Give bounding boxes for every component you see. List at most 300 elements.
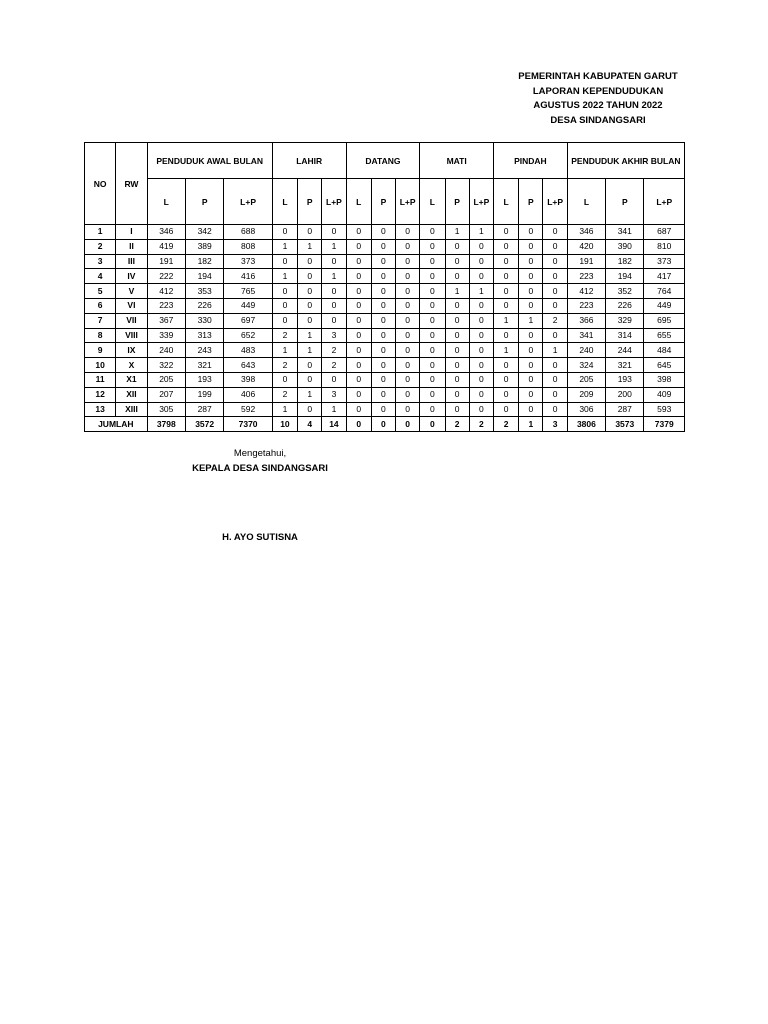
table-row (85, 328, 685, 343)
table-cell: 0 (445, 269, 469, 284)
signatory-name: H. AYO SUTISNA (222, 532, 298, 543)
table-cell: 0 (494, 239, 519, 254)
row-rw: VI (116, 298, 147, 313)
table-cell: 0 (346, 358, 371, 373)
subheader-cell: L+P (322, 179, 346, 225)
table-cell: 0 (445, 343, 469, 358)
table-cell: 645 (644, 358, 685, 373)
table-cell: 389 (185, 239, 223, 254)
table-cell: 449 (224, 298, 272, 313)
table-cell: 0 (371, 343, 395, 358)
table-cell: 0 (322, 284, 346, 299)
table-cell: 398 (224, 372, 272, 387)
table-cell: 0 (396, 372, 420, 387)
subheader-cell: P (606, 179, 644, 225)
table-cell: 0 (494, 284, 519, 299)
table-cell: 0 (371, 313, 395, 328)
row-rw: III (116, 254, 147, 269)
table-cell: 697 (224, 313, 272, 328)
acknowledged-label: Mengetahui, (233, 448, 287, 459)
table-cell: 765 (224, 284, 272, 299)
table-cell: 0 (346, 225, 371, 240)
table-cell: 592 (224, 402, 272, 417)
table-cell: 0 (494, 269, 519, 284)
table-cell: 0 (346, 269, 371, 284)
table-row (85, 402, 685, 417)
table-cell: 0 (519, 239, 543, 254)
table-cell: 0 (322, 225, 346, 240)
table-cell: 0 (420, 372, 445, 387)
table-cell: 406 (224, 387, 272, 402)
table-cell: 0 (543, 387, 567, 402)
table-cell: 0 (420, 343, 445, 358)
table-cell: 0 (346, 328, 371, 343)
table-cell: 0 (322, 298, 346, 313)
signatory-title: KEPALA DESA SINDANGSARI (192, 463, 328, 474)
total-cell: 3806 (567, 417, 605, 432)
table-cell: 0 (445, 387, 469, 402)
row-number: 8 (85, 328, 116, 343)
table-cell: 243 (185, 343, 223, 358)
total-label: JUMLAH (85, 417, 148, 432)
table-cell: 1 (298, 343, 322, 358)
table-cell: 0 (371, 225, 395, 240)
table-cell: 0 (445, 328, 469, 343)
subheader-cell: P (185, 179, 223, 225)
table-cell: 0 (494, 402, 519, 417)
table-cell: 306 (567, 402, 605, 417)
table-cell: 0 (543, 225, 567, 240)
subheader-row (85, 179, 685, 225)
table-cell: 0 (371, 387, 395, 402)
table-cell: 0 (298, 372, 322, 387)
header-village: DESA SINDANGSARI (550, 114, 646, 126)
table-body (85, 225, 685, 432)
total-cell: 2 (469, 417, 493, 432)
table-cell: 200 (606, 387, 644, 402)
row-rw: XII (116, 387, 147, 402)
table-cell: 0 (396, 402, 420, 417)
table-cell: 0 (346, 239, 371, 254)
table-cell: 0 (346, 372, 371, 387)
table-cell: 1 (445, 225, 469, 240)
table-cell: 339 (147, 328, 185, 343)
table-cell: 0 (371, 358, 395, 373)
table-cell: 417 (644, 269, 685, 284)
header-period: AGUSTUS 2022 TAHUN 2022 (533, 100, 663, 111)
row-rw: X (116, 358, 147, 373)
row-rw: VII (116, 313, 147, 328)
table-cell: 0 (519, 358, 543, 373)
row-number: 12 (85, 387, 116, 402)
table-cell: 0 (420, 225, 445, 240)
table-cell: 0 (494, 298, 519, 313)
table-cell: 0 (371, 372, 395, 387)
table-cell: 0 (469, 372, 493, 387)
table-cell: 0 (371, 239, 395, 254)
row-number: 13 (85, 402, 116, 417)
table-cell: 1 (322, 402, 346, 417)
table-cell: 0 (445, 254, 469, 269)
table-cell: 0 (469, 298, 493, 313)
table-cell: 484 (644, 343, 685, 358)
header-government: PEMERINTAH KABUPATEN GARUT (518, 71, 678, 82)
table-cell: 0 (519, 269, 543, 284)
table-cell: 346 (567, 225, 605, 240)
table-cell: 321 (185, 358, 223, 373)
table-cell: 0 (396, 358, 420, 373)
table-cell: 240 (567, 343, 605, 358)
table-cell: 0 (298, 298, 322, 313)
table-cell: 2 (322, 343, 346, 358)
table-cell: 0 (396, 225, 420, 240)
table-cell: 0 (322, 254, 346, 269)
table-cell: 0 (396, 269, 420, 284)
total-cell: 2 (494, 417, 519, 432)
table-cell: 330 (185, 313, 223, 328)
table-cell: 287 (606, 402, 644, 417)
table-cell: 0 (420, 313, 445, 328)
table-cell: 0 (396, 239, 420, 254)
subheader-cell: L (567, 179, 605, 225)
table-cell: 0 (298, 313, 322, 328)
table-cell: 0 (396, 387, 420, 402)
table-cell: 0 (469, 239, 493, 254)
total-cell: 0 (420, 417, 445, 432)
table-cell: 1 (298, 239, 322, 254)
table-cell: 0 (298, 254, 322, 269)
table-cell: 0 (543, 402, 567, 417)
total-cell: 3572 (185, 417, 223, 432)
table-cell: 193 (185, 372, 223, 387)
table-cell: 0 (469, 313, 493, 328)
signature-block (180, 446, 340, 476)
table-cell: 223 (567, 298, 605, 313)
table-cell: 209 (567, 387, 605, 402)
table-cell: 419 (147, 239, 185, 254)
total-cell: 3798 (147, 417, 185, 432)
table-cell: 314 (606, 328, 644, 343)
table-row (85, 387, 685, 402)
table-cell: 0 (272, 372, 297, 387)
table-cell: 0 (445, 358, 469, 373)
table-cell: 416 (224, 269, 272, 284)
table-cell: 205 (567, 372, 605, 387)
row-number: 1 (85, 225, 116, 240)
table-cell: 324 (567, 358, 605, 373)
table-cell: 0 (494, 358, 519, 373)
total-cell: 4 (298, 417, 322, 432)
table-cell: 373 (644, 254, 685, 269)
table-cell: 0 (469, 328, 493, 343)
subheader-cell: P (298, 179, 322, 225)
group-lahir: LAHIR (272, 143, 346, 179)
table-cell: 0 (298, 284, 322, 299)
row-rw: XIII (116, 402, 147, 417)
table-cell: 329 (606, 313, 644, 328)
table-row (85, 239, 685, 254)
table-cell: 0 (469, 343, 493, 358)
table-cell: 207 (147, 387, 185, 402)
table-row (85, 225, 685, 240)
total-cell: 0 (371, 417, 395, 432)
table-cell: 643 (224, 358, 272, 373)
table-cell: 0 (543, 358, 567, 373)
row-rw: X1 (116, 372, 147, 387)
table-cell: 352 (606, 284, 644, 299)
table-cell: 0 (298, 358, 322, 373)
table-cell: 353 (185, 284, 223, 299)
subheader-cell: L+P (469, 179, 493, 225)
subheader-cell: P (519, 179, 543, 225)
row-number: 10 (85, 358, 116, 373)
table-cell: 0 (519, 387, 543, 402)
table-cell: 0 (469, 254, 493, 269)
table-cell: 367 (147, 313, 185, 328)
table-cell: 1 (298, 387, 322, 402)
table-cell: 0 (494, 328, 519, 343)
table-cell: 305 (147, 402, 185, 417)
table-cell: 483 (224, 343, 272, 358)
population-table (84, 142, 685, 432)
table-row (85, 313, 685, 328)
table-row (85, 254, 685, 269)
table-cell: 0 (371, 269, 395, 284)
row-rw: IX (116, 343, 147, 358)
table-cell: 341 (606, 225, 644, 240)
total-cell: 7370 (224, 417, 272, 432)
row-rw: V (116, 284, 147, 299)
table-cell: 182 (606, 254, 644, 269)
table-cell: 182 (185, 254, 223, 269)
subheader-cell: L (147, 179, 185, 225)
table-cell: 0 (371, 254, 395, 269)
group-datang: DATANG (346, 143, 420, 179)
table-cell: 1 (469, 225, 493, 240)
table-cell: 0 (371, 328, 395, 343)
table-cell: 1 (322, 239, 346, 254)
table-cell: 0 (272, 298, 297, 313)
table-cell: 0 (322, 313, 346, 328)
header-report-title: LAPORAN KEPENDUDUKAN (532, 85, 664, 97)
table-cell: 1 (298, 328, 322, 343)
table-cell: 0 (445, 402, 469, 417)
table-cell: 0 (543, 372, 567, 387)
table-cell: 1 (469, 284, 493, 299)
table-cell: 0 (420, 328, 445, 343)
table-cell: 1 (519, 313, 543, 328)
table-cell: 0 (494, 254, 519, 269)
table-cell: 412 (147, 284, 185, 299)
table-cell: 2 (272, 387, 297, 402)
table-cell: 1 (272, 402, 297, 417)
table-cell: 0 (396, 343, 420, 358)
table-cell: 0 (519, 372, 543, 387)
table-cell: 322 (147, 358, 185, 373)
table-cell: 321 (606, 358, 644, 373)
table-cell: 205 (147, 372, 185, 387)
total-cell: 10 (272, 417, 297, 432)
table-cell: 0 (346, 254, 371, 269)
total-cell: 2 (445, 417, 469, 432)
table-cell: 0 (420, 402, 445, 417)
table-cell: 0 (519, 225, 543, 240)
table-cell: 0 (543, 284, 567, 299)
row-rw: VIII (116, 328, 147, 343)
total-cell: 3573 (606, 417, 644, 432)
table-cell: 0 (445, 239, 469, 254)
row-number: 3 (85, 254, 116, 269)
subheader-cell: L (494, 179, 519, 225)
table-cell: 1 (494, 313, 519, 328)
table-cell: 341 (567, 328, 605, 343)
table-cell: 687 (644, 225, 685, 240)
row-number: 5 (85, 284, 116, 299)
table-cell: 0 (494, 372, 519, 387)
table-cell: 191 (147, 254, 185, 269)
table-cell: 0 (272, 254, 297, 269)
table-cell: 194 (185, 269, 223, 284)
subheader-cell: L (420, 179, 445, 225)
table-cell: 0 (519, 284, 543, 299)
table-cell: 398 (644, 372, 685, 387)
total-row (85, 417, 685, 432)
total-cell: 7379 (644, 417, 685, 432)
table-cell: 0 (346, 343, 371, 358)
table-cell: 0 (469, 387, 493, 402)
table-cell: 409 (644, 387, 685, 402)
table-cell: 0 (371, 402, 395, 417)
table-cell: 0 (396, 298, 420, 313)
table-cell: 346 (147, 225, 185, 240)
table-cell: 0 (420, 358, 445, 373)
table-cell: 0 (298, 269, 322, 284)
table-cell: 199 (185, 387, 223, 402)
subheader-cell: L (346, 179, 371, 225)
table-cell: 0 (396, 328, 420, 343)
column-no: NO (85, 143, 116, 225)
table-cell: 0 (445, 313, 469, 328)
table-cell: 593 (644, 402, 685, 417)
table-cell: 0 (396, 313, 420, 328)
table-row (85, 284, 685, 299)
row-number: 7 (85, 313, 116, 328)
table-cell: 0 (445, 372, 469, 387)
table-cell: 655 (644, 328, 685, 343)
table-cell: 0 (420, 284, 445, 299)
table-cell: 390 (606, 239, 644, 254)
total-cell: 14 (322, 417, 346, 432)
table-cell: 0 (543, 239, 567, 254)
subheader-cell: L+P (543, 179, 567, 225)
table-cell: 0 (322, 372, 346, 387)
table-cell: 223 (147, 298, 185, 313)
table-cell: 420 (567, 239, 605, 254)
table-cell: 2 (272, 328, 297, 343)
table-cell: 194 (606, 269, 644, 284)
row-rw: II (116, 239, 147, 254)
table-cell: 0 (346, 313, 371, 328)
table-cell: 287 (185, 402, 223, 417)
group-penduduk-awal: PENDUDUK AWAL BULAN (147, 143, 272, 179)
table-cell: 1 (272, 343, 297, 358)
row-number: 9 (85, 343, 116, 358)
table-cell: 0 (396, 254, 420, 269)
row-rw: IV (116, 269, 147, 284)
table-cell: 0 (346, 402, 371, 417)
group-pindah: PINDAH (494, 143, 568, 179)
table-cell: 0 (494, 225, 519, 240)
table-cell: 0 (272, 225, 297, 240)
table-cell: 449 (644, 298, 685, 313)
table-cell: 0 (346, 284, 371, 299)
table-cell: 0 (469, 269, 493, 284)
table-row (85, 358, 685, 373)
total-cell: 0 (346, 417, 371, 432)
table-cell: 223 (567, 269, 605, 284)
subheader-cell: L+P (644, 179, 685, 225)
row-rw: I (116, 225, 147, 240)
group-penduduk-akhir: PENDUDUK AKHIR BULAN (567, 143, 684, 179)
table-cell: 0 (371, 284, 395, 299)
row-number: 2 (85, 239, 116, 254)
subheader-cell: L+P (396, 179, 420, 225)
table-cell: 222 (147, 269, 185, 284)
table-cell: 0 (272, 284, 297, 299)
table-cell: 0 (420, 298, 445, 313)
table-cell: 313 (185, 328, 223, 343)
table-row (85, 372, 685, 387)
table-cell: 0 (396, 284, 420, 299)
table-cell: 1 (322, 269, 346, 284)
table-cell: 695 (644, 313, 685, 328)
table-cell: 2 (322, 358, 346, 373)
table-cell: 1 (272, 239, 297, 254)
table-cell: 0 (420, 254, 445, 269)
table-cell: 0 (519, 254, 543, 269)
table-cell: 0 (420, 387, 445, 402)
table-cell: 688 (224, 225, 272, 240)
table-cell: 240 (147, 343, 185, 358)
table-cell: 0 (543, 254, 567, 269)
group-mati: MATI (420, 143, 494, 179)
table-cell: 0 (469, 358, 493, 373)
row-number: 11 (85, 372, 116, 387)
row-number: 6 (85, 298, 116, 313)
table-cell: 226 (185, 298, 223, 313)
subheader-cell: L (272, 179, 297, 225)
report-header (470, 70, 726, 128)
table-cell: 3 (322, 328, 346, 343)
table-cell: 0 (420, 239, 445, 254)
table-cell: 0 (272, 313, 297, 328)
table-cell: 2 (272, 358, 297, 373)
table-cell: 0 (543, 298, 567, 313)
row-number: 4 (85, 269, 116, 284)
table-cell: 342 (185, 225, 223, 240)
table-cell: 764 (644, 284, 685, 299)
total-cell: 0 (396, 417, 420, 432)
table-cell: 0 (519, 328, 543, 343)
table-cell: 0 (298, 402, 322, 417)
table-cell: 366 (567, 313, 605, 328)
subheader-cell: L+P (224, 179, 272, 225)
table-cell: 0 (543, 269, 567, 284)
table-cell: 0 (420, 269, 445, 284)
table-cell: 0 (519, 298, 543, 313)
table-cell: 1 (494, 343, 519, 358)
total-cell: 3 (543, 417, 567, 432)
